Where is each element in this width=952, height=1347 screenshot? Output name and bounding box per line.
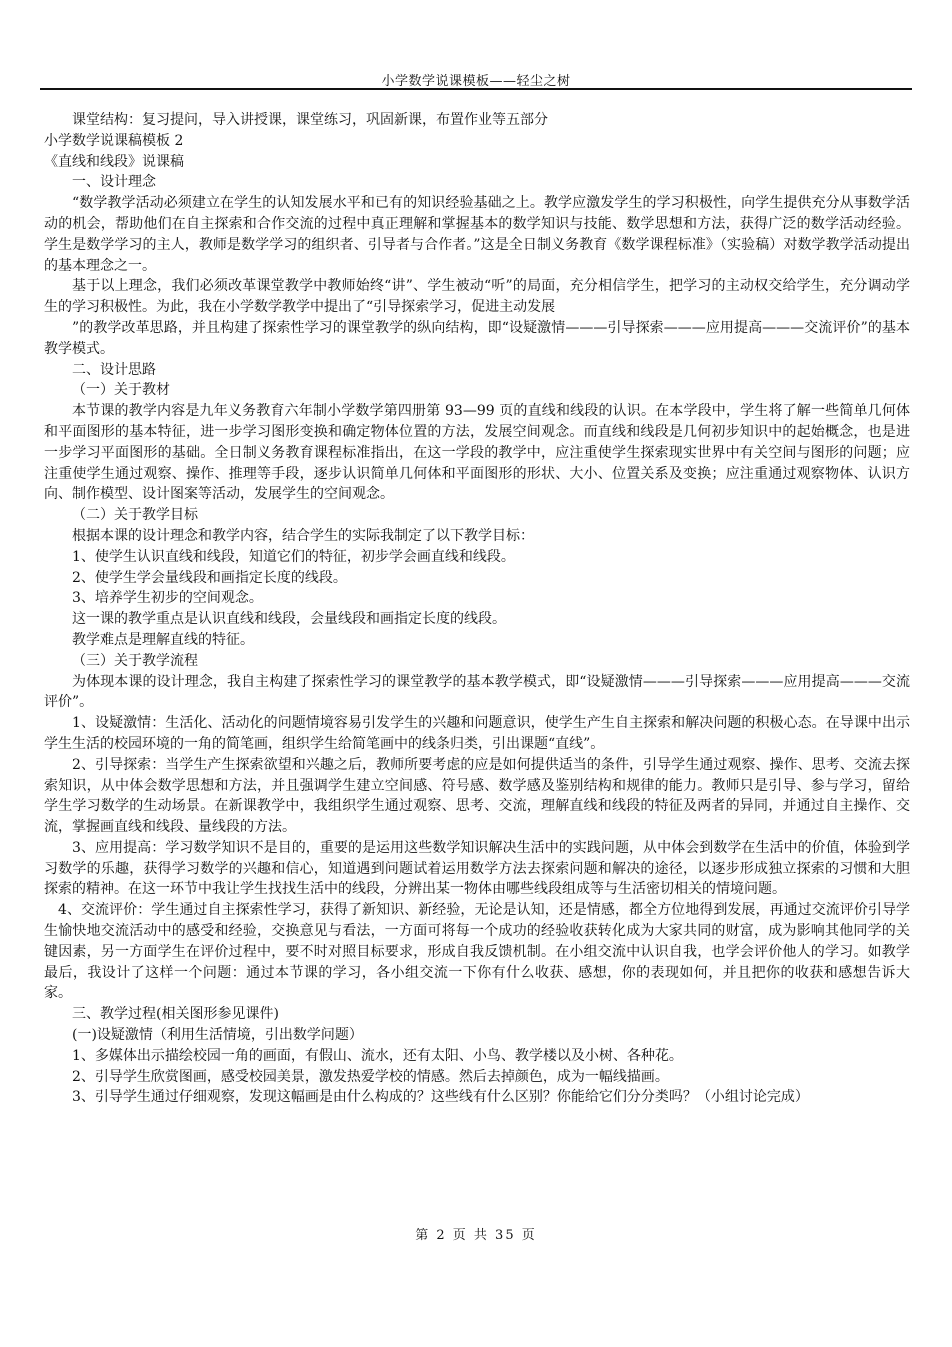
document-title: 《直线和线段》说课稿 xyxy=(44,153,184,170)
heading-1: 一、设计理念 xyxy=(72,174,156,191)
paragraph: 教学难点是理解直线的特征。 xyxy=(72,631,254,648)
paragraph: 本节课的教学内容是九年义务教育六年制小学数学第四册第 93—99 页的直线和线段的认识。在本学段中，学生将了解一些简单几何体和平面图形的基本特征，进一步学习图形变换和确定物体位置的方法，发展空间观念。而直线和线段是几何初步知识中的起始概念，也是进一步学习平面图形的基础。全日制义务教育课程标准指出，在这一学段的教学中，应注重使学生探索现实世界中有关空间与图形的问题；应注重使学生通过观察、操作、推理等手段，逐步认识简单几何体和平面图形的形状、大小、位置关系及变换；应注重通过观察物体、认识方向、制作模型、设计图案等活动，发展学生的空间观念。 xyxy=(44,403,910,503)
paragraph: 1、设疑激情：生活化、活动化的问题情境容易引发学生的兴趣和问题意识，使学生产生自主探索和解决问题的积极心态。在导课中出示学生生活的校园环境的一角的简笔画，组织学生给简笔画中的线条归类，引出课题“直线”。 xyxy=(44,715,910,752)
heading-2: 二、设计思路 xyxy=(72,361,156,378)
paragraph: 课堂结构：复习提问，导入讲授课，课堂练习，巩固新课，布置作业等五部分 xyxy=(72,112,548,128)
paragraph: “数学教学活动必须建立在学生的认知发展水平和已有的知识经验基础之上。教学应激发学生的学习积极性，向学生提供充分从事数学活动的机会，帮助他们在自主探索和合作交流的过程中真正理解和掌握基本的数学知识与技能、数学思想和方法，获得广泛的数学活动经验。学生是数学学习的主人，教师是数学学习的组织者、引导者与合作者。”这是全日制义务教育《数学课程标准》（实验稿）对数学教学活动提出的基本理念之一。 xyxy=(44,195,910,274)
paragraph: 基于以上理念，我们必须改革课堂教学中教师始终“讲”、学生被动“听”的局面，充分相信学生，把学习的主动权交给学生，充分调动学生的学习积极性。为此，我在小学数学教学中提出了“引导探索学习，促进主动发展 xyxy=(44,278,910,316)
paragraph: 根据本课的设计理念和教学内容，结合学生的实际我制定了以下教学目标： xyxy=(72,527,534,544)
list-item: 1、多媒体出示描绘校园一角的画面，有假山、流水，还有太阳、小鸟、教学楼以及小树、各种花。 xyxy=(72,1047,683,1064)
paragraph: ”的教学改革思路，并且构建了探索性学习的课堂教学的纵向结构，即“设疑激情———引导探索———应用提高———交流评价”的基本教学模式。 xyxy=(44,319,910,357)
heading-2: 三、教学过程(相关图形参见课件) xyxy=(72,1006,279,1023)
heading-3: (一)设疑激情（利用生活情境，引出数学问题） xyxy=(72,1027,363,1044)
header-divider xyxy=(40,88,912,90)
paragraph: 3、应用提高：学习数学知识不是目的，重要的是运用这些数学知识解决生活中的实践问题，从中体会到数学在生活中的价值，体验到学习数学的乐趣，获得学习数学的兴趣和信心，知道遇到问题试着运用数学方法去探索问题和解决的途径，以逐步形成独立探索的习惯和大胆探索的精神。在这一环节中我让学生找找生活中的线段，分辨出某一物体由哪些线段组成等与生活密切相关的情境问题。 xyxy=(44,839,910,898)
list-item: 2、引导学生欣赏图画，感受校园美景，激发热爱学校的情感。然后去掉颜色，成为一幅线描画。 xyxy=(72,1068,669,1085)
page-number: 第 2 页 共 35 页 xyxy=(415,1228,537,1243)
heading-3: （一）关于教材 xyxy=(72,382,170,399)
paragraph: 4、交流评价：学生通过自主探索性学习，获得了新知识、新经验，无论是认知，还是情感，都全方位地得到发展，再通过交流评价引导学生愉快地交流活动中的感受和经验，交换意见与看法，一方面可将每一个成功的经验收获转化成为大家共同的财富，成为影响其他同学的关键因素，另一方面学生在评价过程中，要不时对照目标要求，形成自我反馈机制。在小组交流中认识自我，也学会评价他人的学习。如教学最后，我设计了这样一个问题：通过本节课的学习，各小组交流一下你有什么收获、感想，你的表现如何，并且把你的收获和感想告诉大家。 xyxy=(44,902,910,1002)
list-item: 3、培养学生初步的空间观念。 xyxy=(72,590,263,607)
paragraph: 这一课的教学重点是认识直线和线段，会量线段和画指定长度的线段。 xyxy=(72,611,506,628)
heading-3: （二）关于教学目标 xyxy=(72,507,198,524)
list-item: 2、使学生学会量线段和画指定长度的线段。 xyxy=(72,569,347,586)
heading-3: （三）关于教学流程 xyxy=(72,652,198,669)
paragraph: 为体现本课的设计理念，我自主构建了探索性学习的课堂教学的基本教学模式，即“设疑激情———引导探索———应用提高———交流评价”。 xyxy=(44,673,910,711)
paragraph: 2、引导探索：当学生产生探索欲望和兴趣之后，教师所要考虑的应是如何提供适当的条件，引导学生通过观察、操作、思考、交流去探索知识，从中体会数学思想和方法，并且强调学生建立空间感、符号感、数学感及鉴别结构和规律的能力。教师只是引导、参与学习，留给学生学习数学的生动场景。在新课教学中，我组织学生通过观察、思考、交流，理解直线和线段的特征及两者的异同，并通过自主操作、交流，掌握画直线和线段、量线段的方法。 xyxy=(44,756,910,836)
page-header: 小学数学说课模板——轻尘之树 xyxy=(381,74,571,89)
list-item: 1、使学生认识直线和线段，知道它们的特征，初步学会画直线和线段。 xyxy=(72,548,515,565)
document-body xyxy=(44,110,910,1108)
list-item: 3、引导学生通过仔细观察，发现这幅画是由什么构成的？这些线有什么区别？你能给它们分分类吗？（小组讨论完成） xyxy=(72,1089,809,1106)
section-title: 小学数学说课稿模板 2 xyxy=(44,132,184,149)
